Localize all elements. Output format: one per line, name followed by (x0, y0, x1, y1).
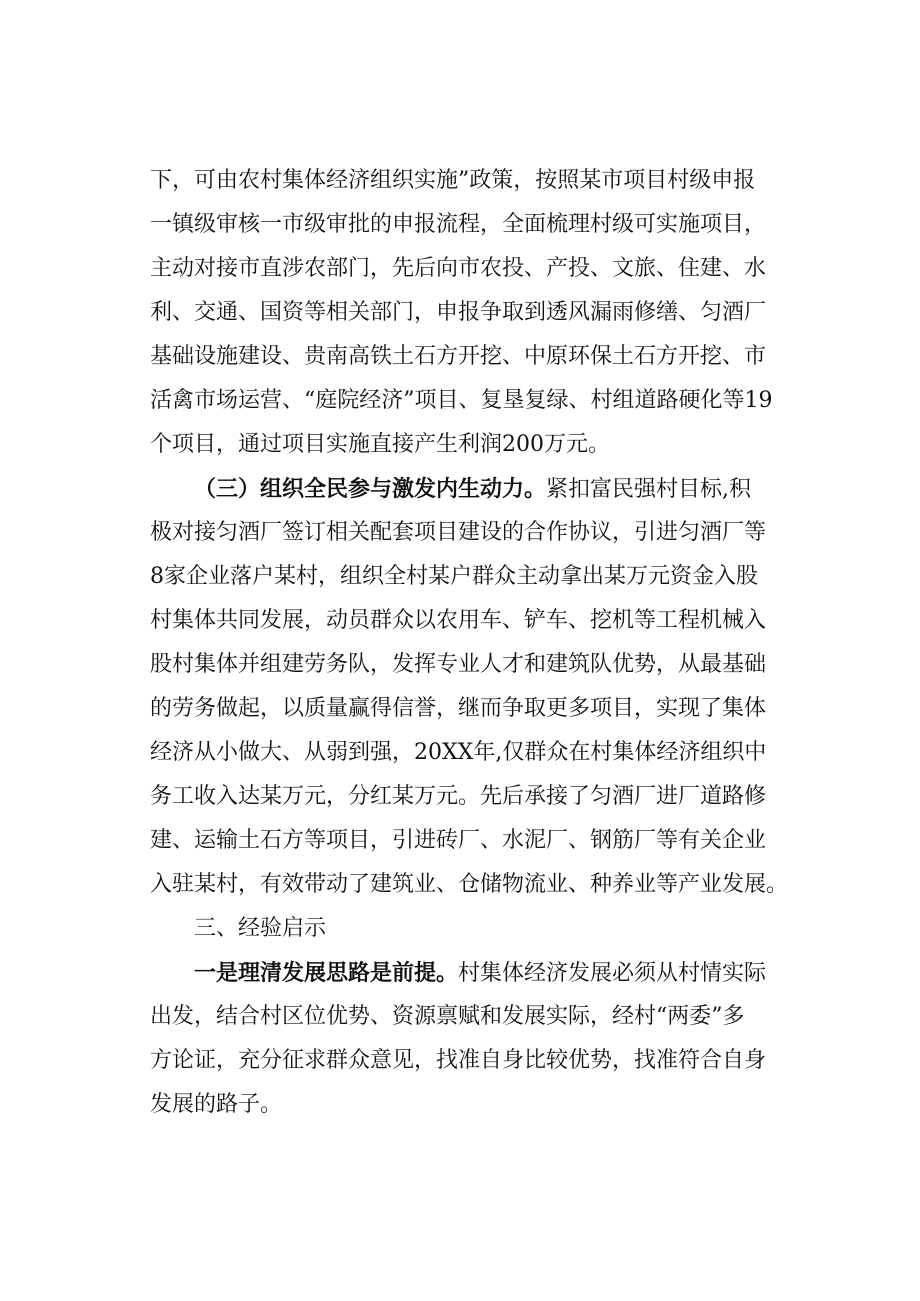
paragraph-line: 村集体共同发展，动员群众以农用车、铲车、挖机等工程机械入 (150, 608, 767, 633)
paragraph-line: 发展的路子。 (150, 1092, 283, 1117)
paragraph-line: 活禽市场运营、“庭院经济”项目、复垦复绿、村组道路硬化等19 (150, 388, 773, 413)
point1-heading: 一是理清发展思路是前提。 (194, 960, 459, 986)
paragraph-line: 个项目，通过项目实施直接产生利润200万元。 (150, 432, 610, 457)
point1-first-line (194, 951, 864, 995)
section3-first-line-text: 紧扣富民强村目标,积 (546, 477, 752, 502)
paragraph-line: 经济从小做大、从弱到强，20XX年,仅群众在村集体经济组织中 (150, 740, 767, 765)
paragraph-line: 极对接匀酒厂签订相关配套项目建设的合作协议，引进匀酒厂等 (150, 520, 767, 545)
paragraph-line: 入驻某村，有效带动了建筑业、仓储物流业、种养业等产业发展。 (150, 872, 789, 897)
section3-first-line (194, 467, 864, 511)
paragraph-line: 股村集体并组建劳务队，发挥专业人才和建筑队优势，从最基础 (150, 652, 767, 677)
paragraph-line: 主动对接市直涉农部门，先后向市农投、产投、文旅、住建、水 (150, 256, 767, 281)
paragraph-line: 方论证，充分征求群众意见，找准自身比较优势，找准符合自身 (150, 1048, 767, 1073)
paragraph-line: 一镇级审核一市级审批的申报流程，全面梳理村级可实施项目， (150, 212, 767, 237)
point1-first-line-text: 村集体经济发展必须从村情实际 (458, 961, 767, 986)
paragraph-line: 8家企业落户某村，组织全村某户群众主动拿出某万元资金入股 (150, 564, 758, 589)
paragraph-line: 出发，结合村区位优势、资源禀赋和发展实际，经村“两委”多 (150, 1004, 745, 1029)
paragraph-line: 基础设施建设、贵南高铁土石方开挖、中原环保土石方开挖、市 (150, 344, 767, 369)
paragraph-line: 利、交通、国资等相关部门，申报争取到透风漏雨修缮、匀酒厂 (150, 300, 767, 325)
paragraph-line: 务工收入达某万元，分红某万元。先后承接了匀酒厂进厂道路修 (150, 784, 767, 809)
paragraph-line: 建、运输土石方等项目，引进砖厂、水泥厂、钢筋厂等有关企业 (150, 828, 767, 853)
section3-heading: （三）组织全民参与激发内生动力。 (194, 476, 547, 502)
section-heading-experience: 三、经验启示 (194, 916, 327, 941)
paragraph-line: 下，可由农村集体经济组织实施”政策，按照某市项目村级申报 (150, 168, 756, 193)
paragraph-line: 的劳务做起，以质量赢得信誉，继而争取更多项目，实现了集体 (150, 696, 767, 721)
